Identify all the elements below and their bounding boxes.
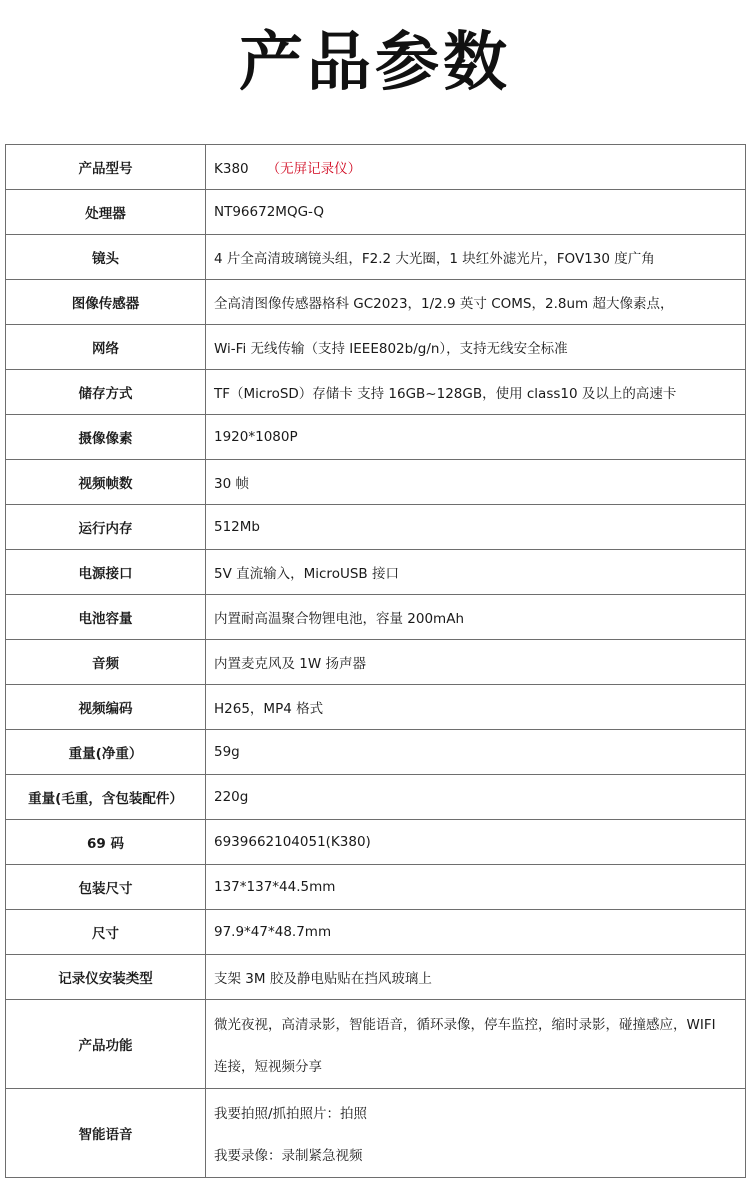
features-line-1: 微光夜视，高清录影，智能语音，循环录像，停车监控，缩时录影，碰撞感应，WIFI [214,1017,716,1033]
row-label: 智能语音 [6,1089,206,1178]
row-value: TF（MicroSD）存储卡 支持 16GB~128GB，使用 class10 及以上的高速卡 [206,370,746,415]
table-row [6,415,746,460]
table-row [6,640,746,685]
row-value: Wi-Fi 无线传输（支持 IEEE802b/g/n），支持无线安全标准 [206,325,746,370]
row-value: 512Mb [206,505,746,550]
row-value: 59g [206,730,746,775]
table-row [6,730,746,775]
table-row [6,370,746,415]
spec-table [5,144,746,1178]
model-value: K380 [214,161,249,177]
table-row [6,685,746,730]
row-label: 重量(毛重，含包装配件） [6,775,206,820]
row-value: NT96672MQG-Q [206,190,746,235]
table-row [6,955,746,1000]
table-row [6,1000,746,1089]
table-row [6,145,746,190]
row-value: 137*137*44.5mm [206,865,746,910]
row-label: 电池容量 [6,595,206,640]
row-label: 包装尺寸 [6,865,206,910]
table-row [6,775,746,820]
row-label: 网络 [6,325,206,370]
row-label: 视频编码 [6,685,206,730]
model-note: （无屏记录仪） [266,161,362,177]
row-value: 220g [206,775,746,820]
table-row [6,460,746,505]
row-label: 产品型号 [6,145,206,190]
row-value: 30 帧 [206,460,746,505]
row-label: 产品功能 [6,1000,206,1089]
features-line-2: 连接，短视频分享 [214,1059,322,1075]
row-value: 6939662104051(K380) [206,820,746,865]
row-value: 全高清图像传感器格科 GC2023，1/2.9 英寸 COMS，2.8um 超大像素点， [206,280,746,325]
row-label: 记录仪安装类型 [6,955,206,1000]
table-row [6,820,746,865]
row-label: 运行内存 [6,505,206,550]
table-row [6,550,746,595]
row-label: 视频帧数 [6,460,206,505]
row-value: H265，MP4 格式 [206,685,746,730]
row-value [206,1089,746,1178]
row-value: 内置麦克风及 1W 扬声器 [206,640,746,685]
voice-line-1: 我要拍照/抓拍照片：拍照 [214,1106,368,1122]
table-row [6,235,746,280]
page-title: 产品参数 [239,26,511,100]
row-value: 1920*1080P [206,415,746,460]
row-value [206,145,746,190]
row-label: 储存方式 [6,370,206,415]
row-value: 4 片全高清玻璃镜头组，F2.2 大光圈，1 块红外滤光片，FOV130 度广角 [206,235,746,280]
row-label: 镜头 [6,235,206,280]
row-label: 电源接口 [6,550,206,595]
row-value: 5V 直流输入，MicroUSB 接口 [206,550,746,595]
row-label: 图像传感器 [6,280,206,325]
table-row [6,1089,746,1178]
row-label: 处理器 [6,190,206,235]
table-row [6,325,746,370]
table-row [6,190,746,235]
row-value [206,1000,746,1089]
row-label: 尺寸 [6,910,206,955]
row-label: 69 码 [6,820,206,865]
row-value: 97.9*47*48.7mm [206,910,746,955]
table-row [6,280,746,325]
row-label: 摄像像素 [6,415,206,460]
row-value: 支架 3M 胶及静电贴贴在挡风玻璃上 [206,955,746,1000]
table-row [6,910,746,955]
row-label: 音频 [6,640,206,685]
table-row [6,505,746,550]
voice-line-2: 我要录像：录制紧急视频 [214,1148,363,1164]
table-row [6,595,746,640]
row-value: 内置耐高温聚合物锂电池，容量 200mAh [206,595,746,640]
table-row [6,865,746,910]
row-label: 重量(净重） [6,730,206,775]
